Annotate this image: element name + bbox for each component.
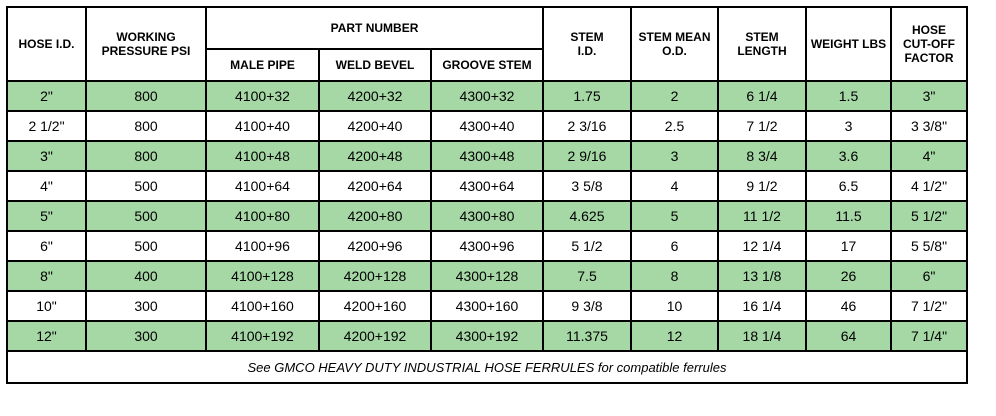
cell-male-pipe: 4100+40 <box>206 111 319 141</box>
table-row <box>7 261 967 291</box>
cell-working-pressure: 300 <box>86 291 206 321</box>
cell-stem-length: 6 1/4 <box>718 81 806 111</box>
cell-stem-mean-od: 5 <box>631 201 718 231</box>
cell-groove-stem: 4300+48 <box>431 141 543 171</box>
cell-groove-stem: 4300+40 <box>431 111 543 141</box>
header-stem-mean-od <box>631 7 718 81</box>
cell-stem-length: 12 1/4 <box>718 231 806 261</box>
cell-cutoff-factor: 5 1/2" <box>891 201 967 231</box>
cell-groove-stem: 4300+32 <box>431 81 543 111</box>
header-cutoff-line-3: FACTOR <box>904 51 954 65</box>
footnote: See GMCO HEAVY DUTY INDUSTRIAL HOSE FERRULES for compatible ferrules <box>7 351 967 383</box>
cell-weight: 6.5 <box>806 171 891 201</box>
cell-stem-length: 13 1/8 <box>718 261 806 291</box>
cell-weld-bevel: 4200+32 <box>319 81 431 111</box>
cell-cutoff-factor: 3 3/8" <box>891 111 967 141</box>
cell-groove-stem: 4300+192 <box>431 321 543 351</box>
cell-cutoff-factor: 3" <box>891 81 967 111</box>
cell-stem-length: 8 3/4 <box>718 141 806 171</box>
header-stem-length-line-1: STEM <box>745 30 779 44</box>
cell-hose-id: 8" <box>7 261 86 291</box>
header-working-pressure-line-2: PRESSURE PSI <box>101 44 191 58</box>
table-body <box>7 81 967 351</box>
cell-stem-mean-od: 3 <box>631 141 718 171</box>
cell-stem-length: 16 1/4 <box>718 291 806 321</box>
header-cutoff-factor <box>891 7 967 81</box>
header-groove-stem: GROOVE STEM <box>431 49 543 81</box>
cell-weld-bevel: 4200+80 <box>319 201 431 231</box>
header-cutoff-line-1: HOSE <box>911 23 946 37</box>
cell-cutoff-factor: 6" <box>891 261 967 291</box>
cell-male-pipe: 4100+96 <box>206 231 319 261</box>
cell-hose-id: 6" <box>7 231 86 261</box>
footnote-row <box>7 351 967 383</box>
cell-hose-id: 12" <box>7 321 86 351</box>
cell-weight: 3.6 <box>806 141 891 171</box>
header-stem-id-line-1: STEM <box>570 30 604 44</box>
cell-stem-length: 11 1/2 <box>718 201 806 231</box>
cell-male-pipe: 4100+48 <box>206 141 319 171</box>
cell-working-pressure: 500 <box>86 171 206 201</box>
cell-working-pressure: 400 <box>86 261 206 291</box>
spec-table-wrapper <box>6 6 968 384</box>
cell-weight: 3 <box>806 111 891 141</box>
cell-male-pipe: 4100+128 <box>206 261 319 291</box>
cell-weld-bevel: 4200+40 <box>319 111 431 141</box>
header-hose-id: HOSE I.D. <box>7 7 86 81</box>
table-row <box>7 291 967 321</box>
cell-cutoff-factor: 7 1/2" <box>891 291 967 321</box>
cell-working-pressure: 300 <box>86 321 206 351</box>
cell-weld-bevel: 4200+64 <box>319 171 431 201</box>
cell-male-pipe: 4100+80 <box>206 201 319 231</box>
table-row <box>7 321 967 351</box>
cell-weight: 1.5 <box>806 81 891 111</box>
cell-working-pressure: 500 <box>86 201 206 231</box>
cell-cutoff-factor: 4 1/2" <box>891 171 967 201</box>
header-stem-mean-od-line-2: O.D. <box>662 44 687 58</box>
cell-cutoff-factor: 7 1/4" <box>891 321 967 351</box>
cell-stem-id: 2 9/16 <box>543 141 631 171</box>
cell-stem-id: 1.75 <box>543 81 631 111</box>
cell-stem-length: 7 1/2 <box>718 111 806 141</box>
cell-stem-id: 2 3/16 <box>543 111 631 141</box>
cell-male-pipe: 4100+64 <box>206 171 319 201</box>
cell-hose-id: 4" <box>7 171 86 201</box>
cell-stem-mean-od: 10 <box>631 291 718 321</box>
cell-stem-mean-od: 8 <box>631 261 718 291</box>
cell-stem-mean-od: 2.5 <box>631 111 718 141</box>
cell-weld-bevel: 4200+192 <box>319 321 431 351</box>
table-row <box>7 81 967 111</box>
header-working-pressure <box>86 7 206 81</box>
cell-weld-bevel: 4200+96 <box>319 231 431 261</box>
hose-spec-table <box>6 6 968 384</box>
cell-weight: 46 <box>806 291 891 321</box>
table-row <box>7 141 967 171</box>
cell-groove-stem: 4300+96 <box>431 231 543 261</box>
table-row <box>7 171 967 201</box>
cell-stem-mean-od: 4 <box>631 171 718 201</box>
cell-stem-length: 9 1/2 <box>718 171 806 201</box>
table-row <box>7 231 967 261</box>
cell-stem-id: 3 5/8 <box>543 171 631 201</box>
cell-stem-mean-od: 12 <box>631 321 718 351</box>
table-row <box>7 111 967 141</box>
cell-stem-length: 18 1/4 <box>718 321 806 351</box>
header-row-top <box>7 7 967 49</box>
cell-weld-bevel: 4200+48 <box>319 141 431 171</box>
cell-cutoff-factor: 5 5/8" <box>891 231 967 261</box>
cell-stem-id: 11.375 <box>543 321 631 351</box>
header-part-number: PART NUMBER <box>206 7 543 49</box>
cell-hose-id: 3" <box>7 141 86 171</box>
cell-weight: 64 <box>806 321 891 351</box>
cell-stem-id: 7.5 <box>543 261 631 291</box>
header-stem-length <box>718 7 806 81</box>
cell-weight: 11.5 <box>806 201 891 231</box>
cell-working-pressure: 800 <box>86 81 206 111</box>
cell-weight: 26 <box>806 261 891 291</box>
cell-hose-id: 2 1/2" <box>7 111 86 141</box>
cell-male-pipe: 4100+160 <box>206 291 319 321</box>
cell-working-pressure: 500 <box>86 231 206 261</box>
header-stem-mean-od-line-1: STEM MEAN <box>638 30 711 44</box>
cell-stem-id: 5 1/2 <box>543 231 631 261</box>
cell-stem-mean-od: 2 <box>631 81 718 111</box>
header-male-pipe: MALE PIPE <box>206 49 319 81</box>
header-stem-id <box>543 7 631 81</box>
cell-cutoff-factor: 4" <box>891 141 967 171</box>
cell-hose-id: 2" <box>7 81 86 111</box>
cell-hose-id: 5" <box>7 201 86 231</box>
cell-groove-stem: 4300+64 <box>431 171 543 201</box>
header-weld-bevel: WELD BEVEL <box>319 49 431 81</box>
cell-working-pressure: 800 <box>86 111 206 141</box>
table-row <box>7 201 967 231</box>
cell-groove-stem: 4300+128 <box>431 261 543 291</box>
cell-weld-bevel: 4200+128 <box>319 261 431 291</box>
cell-working-pressure: 800 <box>86 141 206 171</box>
header-working-pressure-line-1: WORKING <box>116 30 176 44</box>
cell-stem-id: 9 3/8 <box>543 291 631 321</box>
cell-male-pipe: 4100+192 <box>206 321 319 351</box>
cell-groove-stem: 4300+80 <box>431 201 543 231</box>
header-stem-length-line-2: LENGTH <box>737 44 787 58</box>
cell-weld-bevel: 4200+160 <box>319 291 431 321</box>
header-stem-id-line-2: I.D. <box>577 44 597 58</box>
cell-stem-id: 4.625 <box>543 201 631 231</box>
header-cutoff-line-2: CUT-OFF <box>903 37 955 51</box>
cell-stem-mean-od: 6 <box>631 231 718 261</box>
cell-hose-id: 10" <box>7 291 86 321</box>
cell-groove-stem: 4300+160 <box>431 291 543 321</box>
header-weight: WEIGHT LBS <box>806 7 891 81</box>
cell-male-pipe: 4100+32 <box>206 81 319 111</box>
cell-weight: 17 <box>806 231 891 261</box>
